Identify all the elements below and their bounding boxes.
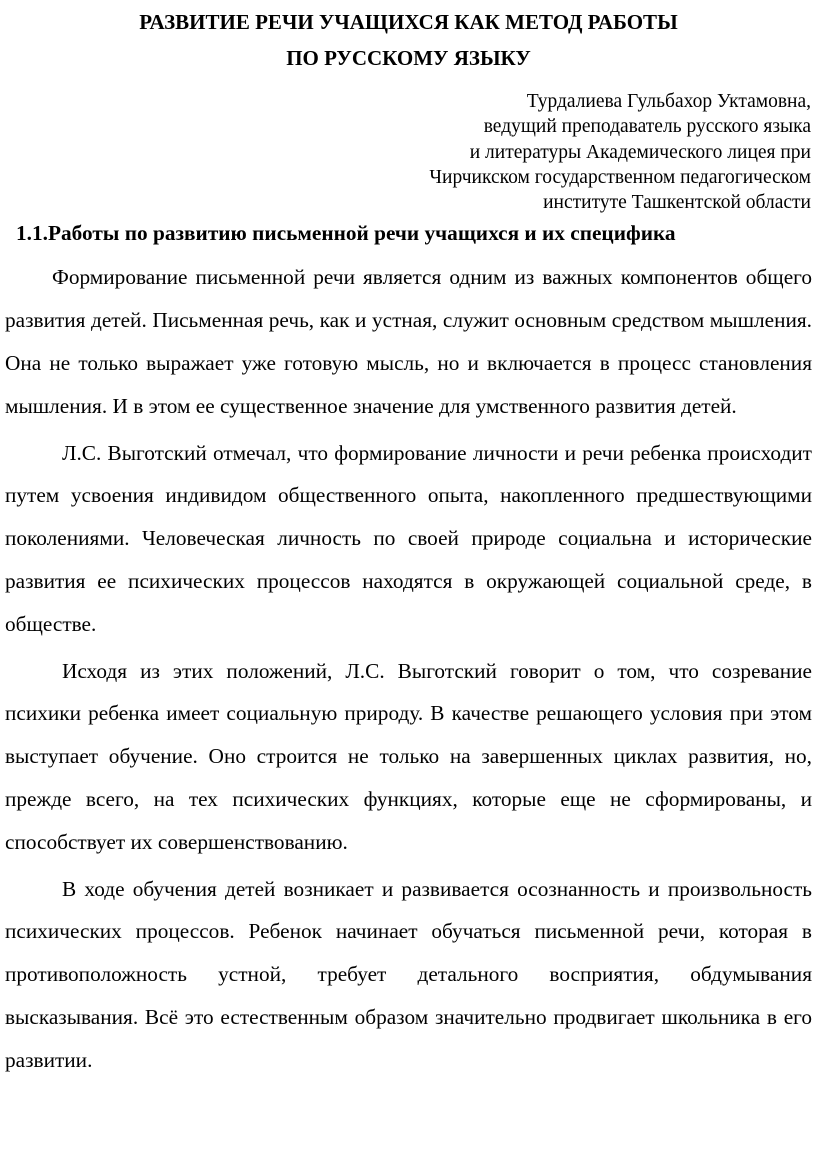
author-position-line-1: ведущий преподаватель русского языка bbox=[483, 116, 811, 138]
author-block bbox=[5, 89, 812, 215]
body-paragraph-4: В ходе обучения детей возникает и развивается осознанность и произвольность психических процессов. Ребенок начинает обучаться письменной речи, которая в противоположность устной, требует детального восприятия, обдумывания высказывания. Всё это естественным образом значительно продвигает школьника в его развитии. bbox=[5, 876, 812, 1072]
title-line-2: ПО РУССКОМУ ЯЗЫКУ bbox=[286, 46, 531, 70]
author-affiliation-line-2: институте Ташкентской области bbox=[543, 192, 811, 214]
section-heading: 1.1.Работы по развитию письменной речи учащихся и их специфика bbox=[16, 221, 676, 246]
author-name: Турдалиева Гульбахор Уктамовна, bbox=[526, 91, 811, 112]
author-position-line-2: и литературы Академического лицея при bbox=[469, 141, 811, 163]
title-line-1: РАЗВИТИЕ РЕЧИ УЧАЩИХСЯ КАК МЕТОД РАБОТЫ bbox=[139, 10, 678, 34]
body-paragraph-1: Формирование письменной речи является одним из важных компонентов общего развития детей. Письменная речь, как и устная, служит основным средством мышления. Она не только выражает уже готовую мысль, но и включается в процесс становления мышления. И в этом ее существенное значение для умственного развития детей. bbox=[5, 265, 812, 418]
body-paragraph-2: Л.С. Выготский отмечал, что формирование личности и речи ребенка происходит путем усвоения индивидом общественного опыта, накопленного предшествующими поколениями. Человеческая личность по своей природе социальна и исторические развития ее психических процессов находятся в окружающей социальной среде, в обществе. bbox=[5, 440, 812, 636]
body-paragraph-3: Исходя из этих положений, Л.С. Выготский говорит о том, что созревание психики ребенка имеет социальную природу. В качестве решающего условия при этом выступает обучение. Оно строится не только на завершенных циклах развития, но, прежде всего, на тех психических функциях, которые еще не сформированы, и способствует их совершенствованию. bbox=[5, 658, 812, 854]
author-affiliation-line-1: Чирчикском государственном педагогическом bbox=[429, 166, 811, 188]
document-title bbox=[5, 0, 812, 76]
